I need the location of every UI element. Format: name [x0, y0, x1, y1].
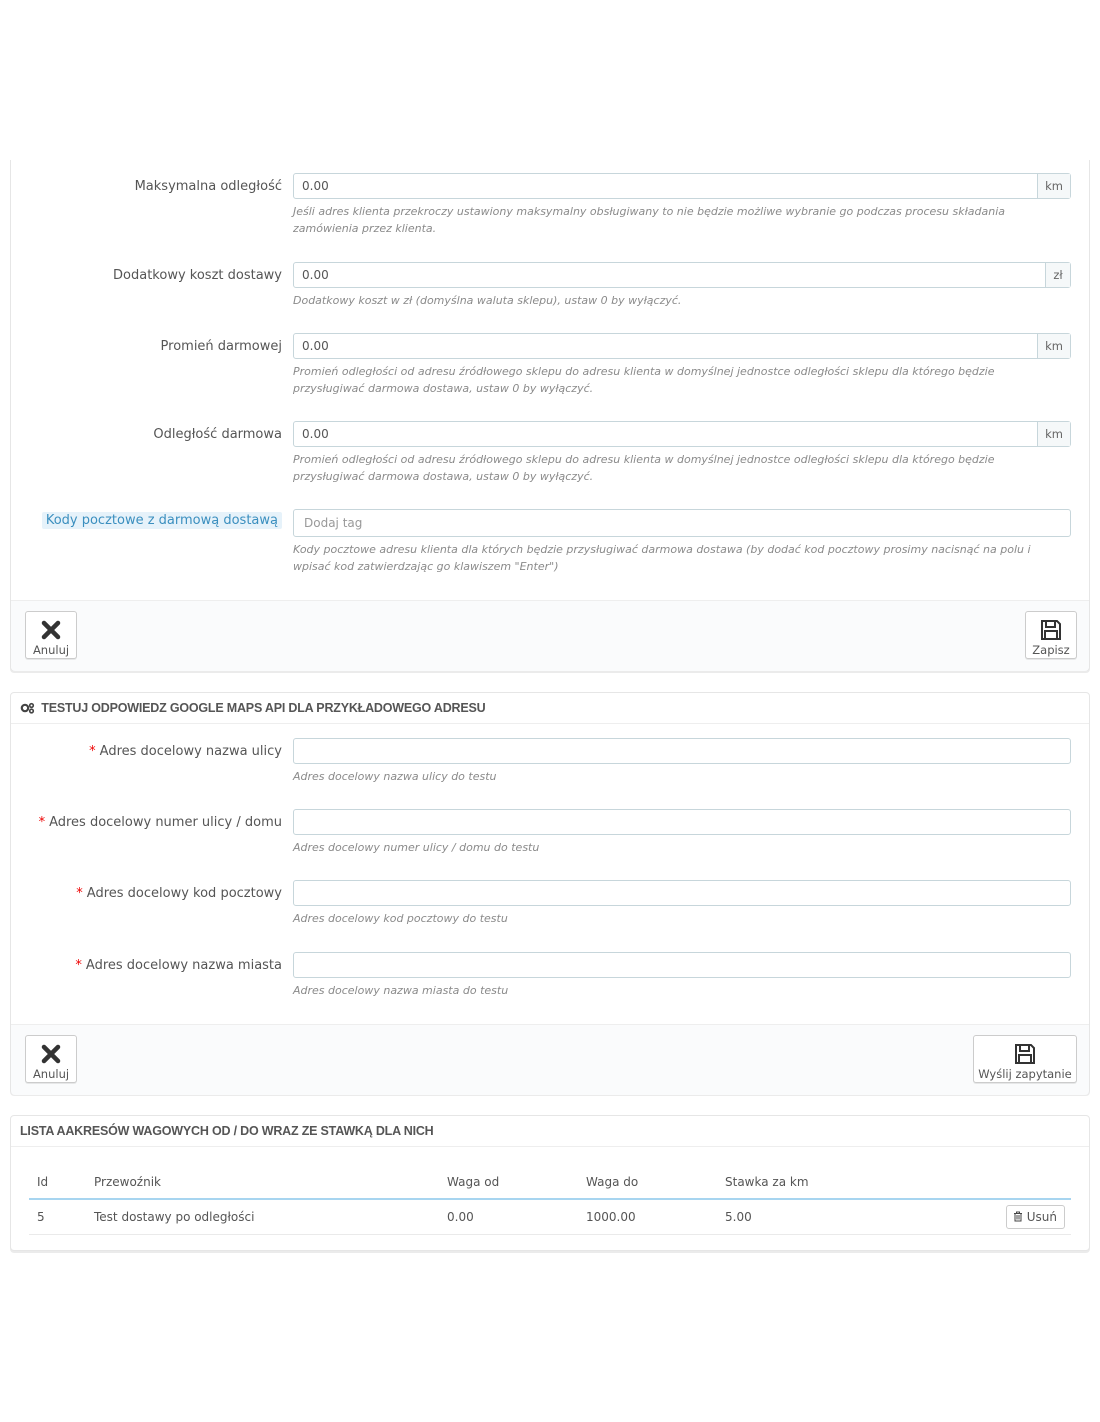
- table-row: [29, 1199, 1071, 1235]
- cogs-icon: [20, 702, 35, 714]
- field-label: Dodatkowy koszt dostawy: [113, 268, 282, 283]
- table-header-row: [29, 1166, 1071, 1199]
- panel-title: LISTA AAKRESÓW WAGOWYCH OD / DO WRAZ ZE STAWKĄ DLA NICH: [20, 1124, 434, 1138]
- cell-carrier: Test dostawy po odległości: [86, 1199, 439, 1235]
- free-radius-input[interactable]: [293, 333, 1071, 359]
- unit-addon: km: [1037, 174, 1070, 198]
- required-mark: *: [76, 886, 83, 901]
- field-help: Adres docelowy kod pocztowy do testu: [293, 912, 508, 925]
- field-help: Promień odległości od adresu źródłowego sklepu do adresu klienta w domyślnej jednostce odległości sklepu dla którego będzie przysługiwać darmowa dostawa, ustaw 0 by wyłączyć.: [293, 453, 995, 483]
- weight-ranges-table: [29, 1166, 1071, 1235]
- field-label: [75, 958, 282, 973]
- panel-heading: [11, 1116, 1089, 1147]
- field-label: Odległość darmowa: [153, 427, 282, 442]
- cancel-button[interactable]: [25, 1035, 77, 1083]
- field-help: Promień odległości od adresu źródłowego sklepu do adresu klienta w domyślnej jednostce odległości sklepu dla którego będzie przysługiwać darmowa dostawa, ustaw 0 by wyłączyć.: [293, 365, 995, 395]
- close-icon: [40, 618, 62, 642]
- settings-panel-footer: [11, 600, 1089, 671]
- cell-weight-from: 0.00: [439, 1199, 578, 1235]
- field-value[interactable]: [294, 881, 1070, 905]
- column-header-weight-from: Waga od: [439, 1166, 578, 1199]
- street-name-input[interactable]: [293, 738, 1071, 764]
- street-number-input[interactable]: [293, 809, 1071, 835]
- trash-icon: [1013, 1211, 1023, 1222]
- panel-title: TESTUJ ODPOWIEDZ GOOGLE MAPS API DLA PRZYKŁADOWEGO ADRESU: [41, 701, 486, 715]
- column-header-carrier: Przewoźnik: [86, 1166, 439, 1199]
- field-label: [89, 744, 282, 759]
- required-mark: *: [75, 958, 82, 973]
- field-help: Adres docelowy nazwa ulicy do testu: [293, 770, 497, 783]
- required-mark: *: [38, 815, 46, 830]
- field-help: Adres docelowy numer ulicy / domu do testu: [293, 841, 540, 854]
- max-distance-input[interactable]: [293, 173, 1071, 199]
- field-label: [76, 886, 282, 901]
- postcode-tags-input[interactable]: [293, 509, 1071, 537]
- field-value[interactable]: 0.00: [302, 339, 329, 353]
- free-distance-input[interactable]: [293, 421, 1071, 447]
- city-input[interactable]: [293, 952, 1071, 978]
- field-value[interactable]: [294, 739, 1070, 763]
- field-value[interactable]: 0.00: [302, 268, 329, 282]
- field-label: Kody pocztowe z darmową dostawą: [42, 512, 282, 529]
- weight-ranges-panel: [10, 1115, 1090, 1251]
- field-label: Promień darmowej: [160, 339, 282, 354]
- save-icon: [1039, 618, 1063, 642]
- save-icon: [1013, 1042, 1037, 1066]
- field-label: Maksymalna odległość: [134, 179, 282, 194]
- label-text: Adres docelowy kod pocztowy: [86, 886, 282, 901]
- field-help: Kody pocztowe adresu klienta dla których będzie przysługiwać darmowa dostawa (by dodać kod pocztowy prosimy nacisnąć na polu i wpisać kod zatwierdzając go klawiszem "Enter"): [293, 543, 1031, 573]
- api-test-panel: [10, 692, 1090, 1094]
- field-help: Adres docelowy nazwa miasta do testu: [293, 984, 509, 997]
- cell-weight-to: 1000.00: [578, 1199, 717, 1235]
- postcode-input[interactable]: [293, 880, 1071, 906]
- panel-heading: [11, 693, 1089, 724]
- tags-placeholder[interactable]: Dodaj tag: [304, 516, 363, 530]
- send-request-label: Wyślij zapytanie: [978, 1067, 1072, 1081]
- send-request-button[interactable]: [973, 1035, 1077, 1083]
- column-header-actions: [992, 1166, 1071, 1199]
- extra-cost-input[interactable]: [293, 262, 1071, 288]
- field-value[interactable]: 0.00: [302, 427, 329, 441]
- required-mark: *: [89, 744, 96, 759]
- save-button[interactable]: [1025, 611, 1077, 659]
- cancel-button[interactable]: [25, 611, 77, 659]
- field-help: Dodatkowy koszt w zł (domyślna waluta sklepu), ustaw 0 by wyłączyć.: [293, 294, 682, 307]
- cell-id: 5: [29, 1199, 86, 1235]
- column-header-id: Id: [29, 1166, 86, 1199]
- field-value[interactable]: 0.00: [302, 179, 329, 193]
- label-text: Adres docelowy nazwa miasta: [85, 958, 282, 973]
- cancel-label: Anuluj: [32, 1067, 70, 1081]
- close-icon: [40, 1042, 62, 1066]
- cell-rate: 5.00: [717, 1199, 992, 1235]
- unit-addon: km: [1037, 334, 1070, 358]
- save-label: Zapisz: [1032, 643, 1070, 657]
- label-text: Adres docelowy numer ulicy / domu: [49, 815, 282, 830]
- field-value[interactable]: [294, 810, 1070, 834]
- settings-panel: [10, 160, 1090, 671]
- column-header-rate: Stawka za km: [717, 1166, 992, 1199]
- field-label: [39, 815, 282, 830]
- field-value[interactable]: [294, 953, 1070, 977]
- api-test-panel-footer: [11, 1024, 1089, 1095]
- currency-addon: zł: [1045, 263, 1070, 287]
- delete-button[interactable]: [1006, 1205, 1065, 1229]
- unit-addon: km: [1037, 422, 1070, 446]
- column-header-weight-to: Waga do: [578, 1166, 717, 1199]
- cell-actions: [992, 1199, 1071, 1235]
- label-text: Adres docelowy nazwa ulicy: [99, 744, 282, 759]
- cancel-label: Anuluj: [32, 643, 70, 657]
- delete-label: Usuń: [1026, 1210, 1057, 1224]
- field-help: Jeśli adres klienta przekroczy ustawiony maksymalny obsługiwany to nie będzie możliwe wybranie go podczas procesu składania zamówienia przez klienta.: [293, 205, 1005, 235]
